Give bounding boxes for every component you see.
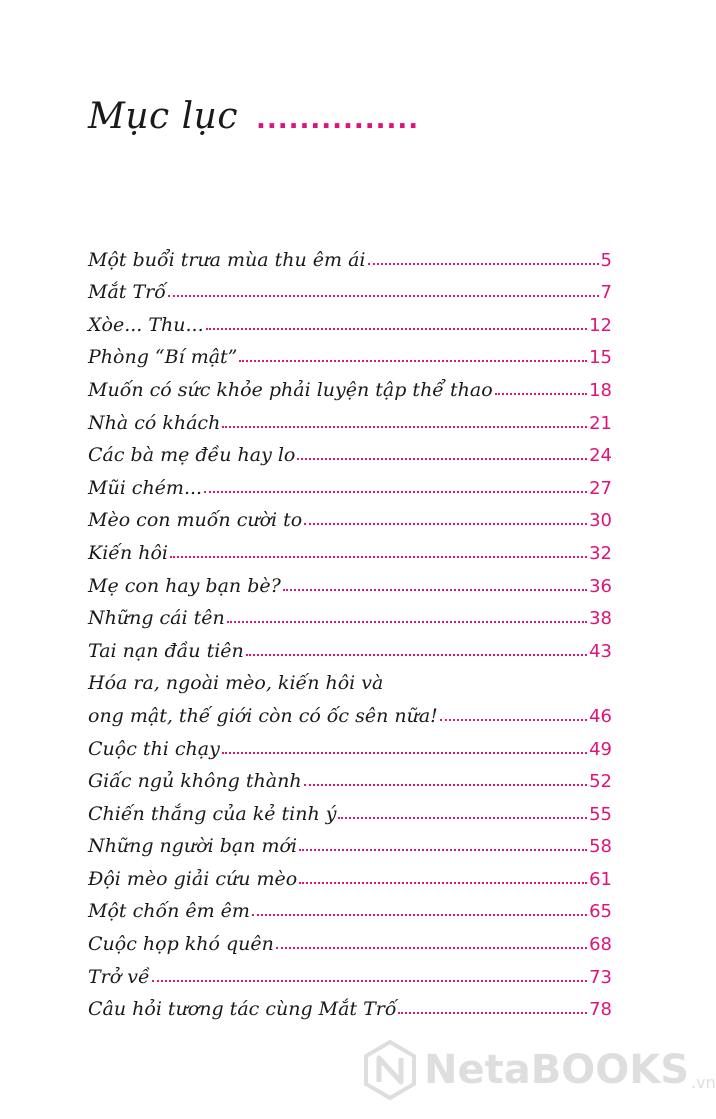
table-of-contents (88, 238, 612, 1020)
dot-leader (170, 556, 587, 558)
dot-leader (304, 523, 587, 525)
toc-entry-title: Các bà mẹ đều hay lo (88, 444, 296, 467)
toc-entry-page: 21 (589, 412, 612, 434)
watermark-text: NetaBOOKS (424, 1047, 690, 1093)
toc-entry-title: Những người bạn mới (88, 835, 298, 858)
toc-entry-page: 36 (589, 575, 612, 597)
dot-leader (239, 360, 587, 362)
dot-leader (206, 328, 587, 330)
toc-entry-page: 52 (589, 771, 612, 793)
netabooks-logo-icon (364, 1040, 416, 1100)
toc-entry-page: 61 (589, 868, 612, 890)
toc-entry[interactable] (88, 466, 612, 499)
toc-entry[interactable] (88, 890, 612, 923)
toc-entry-title: Một chốn êm êm (88, 900, 250, 923)
dot-leader (338, 817, 587, 819)
toc-entry[interactable] (88, 531, 612, 564)
dot-leader (495, 393, 587, 395)
toc-entry-title: Tai nạn đầu tiên (88, 639, 244, 662)
toc-entry-title: Những cái tên (88, 607, 225, 630)
toc-entry[interactable] (88, 499, 612, 532)
dot-leader (283, 589, 587, 591)
toc-entry-title: Mẹ con hay bạn bè? (88, 574, 281, 597)
toc-entry-page: 30 (589, 510, 612, 532)
toc-entry[interactable] (88, 629, 612, 662)
dot-leader (204, 491, 587, 493)
dot-leader (222, 426, 587, 428)
dot-leader (299, 882, 587, 884)
dot-leader (368, 263, 599, 265)
toc-entry[interactable] (88, 760, 612, 793)
toc-heading (88, 96, 419, 137)
dot-leader (297, 458, 587, 460)
page-title: Mục lục (88, 96, 239, 137)
dot-leader (227, 621, 587, 623)
toc-entry-title: Muốn có sức khỏe phải luyện tập thể thao (88, 378, 493, 401)
toc-entry[interactable] (88, 825, 612, 858)
toc-entry[interactable] (88, 857, 612, 890)
toc-entry-page: 32 (589, 542, 612, 564)
toc-entry-title: Kiến hôi (88, 541, 168, 564)
toc-entry-title: Đội mèo giải cứu mèo (88, 867, 298, 890)
toc-entry[interactable] (88, 597, 612, 630)
toc-entry[interactable] (88, 922, 612, 955)
toc-entry-title: Mèo con muốn cười to (88, 509, 303, 532)
toc-entry-page: 24 (589, 445, 612, 467)
toc-entry-page: 15 (589, 347, 612, 369)
toc-entry-title: Mắt Trố (88, 281, 166, 304)
toc-entry[interactable] (88, 564, 612, 597)
dot-leader (168, 295, 599, 297)
dot-leader (152, 980, 587, 982)
toc-entry-title: Câu hỏi tương tác cùng Mắt Trố (88, 998, 397, 1021)
toc-entry-page: 49 (589, 738, 612, 760)
toc-entry-page: 46 (589, 705, 612, 727)
toc-entry-title: Chiến thắng của kẻ tinh ý (88, 802, 337, 825)
dot-leader (299, 849, 587, 851)
toc-entry-page: 27 (589, 477, 612, 499)
toc-entry[interactable] (88, 955, 612, 988)
dot-leader (276, 947, 587, 949)
dot-leader (304, 784, 588, 786)
toc-entry[interactable] (88, 694, 612, 727)
toc-entry-page: 68 (589, 934, 612, 956)
toc-entry[interactable] (88, 792, 612, 825)
toc-entry-page: 78 (589, 999, 612, 1021)
toc-entry-title: Nhà có khách (88, 411, 221, 434)
toc-entry-page: 5 (600, 249, 612, 271)
dot-leader (252, 914, 587, 916)
dot-leader (222, 752, 587, 754)
toc-entry-page: 73 (589, 966, 612, 988)
toc-entry-page: 12 (589, 314, 612, 336)
toc-entry-title: Một buổi trưa mùa thu êm ái (88, 248, 366, 271)
toc-entry-title: Phòng “Bí mật” (88, 346, 238, 369)
watermark (364, 1040, 716, 1100)
toc-entry-title: Giấc ngủ không thành (88, 770, 302, 793)
toc-entry-title-line1: Hóa ra, ngoài mèo, kiến hôi và (88, 672, 384, 695)
watermark-suffix: .vn (691, 1073, 716, 1092)
toc-entry-title: Cuộc họp khó quên (88, 933, 274, 956)
toc-entry-title: ong mật, thế giới còn có ốc sên nữa! (88, 704, 438, 727)
toc-entry[interactable] (88, 271, 612, 304)
title-dots: ............... (256, 105, 420, 135)
toc-entry-page: 55 (589, 803, 612, 825)
toc-entry-title: Cuộc thi chạy (88, 737, 220, 760)
toc-entry[interactable] (88, 988, 612, 1021)
dot-leader (246, 654, 587, 656)
toc-entry[interactable] (88, 727, 612, 760)
dot-leader (440, 719, 587, 721)
toc-entry-page: 65 (589, 901, 612, 923)
toc-entry[interactable] (88, 368, 612, 401)
toc-entry[interactable] (88, 401, 612, 434)
toc-entry[interactable] (88, 238, 612, 271)
toc-entry-page: 43 (589, 640, 612, 662)
toc-entry[interactable] (88, 303, 612, 336)
toc-entry-page: 38 (589, 608, 612, 630)
toc-entry[interactable] (88, 336, 612, 369)
toc-entry-page: 18 (589, 379, 612, 401)
toc-entry-page: 58 (589, 836, 612, 858)
toc-entry-title: Mũi chém... (88, 476, 203, 499)
toc-entry-title: Xòe... Thu... (88, 313, 204, 336)
toc-entry[interactable] (88, 434, 612, 467)
toc-entry-page: 7 (600, 282, 612, 304)
toc-entry-title: Trở về (88, 965, 150, 988)
dot-leader (398, 1012, 587, 1014)
